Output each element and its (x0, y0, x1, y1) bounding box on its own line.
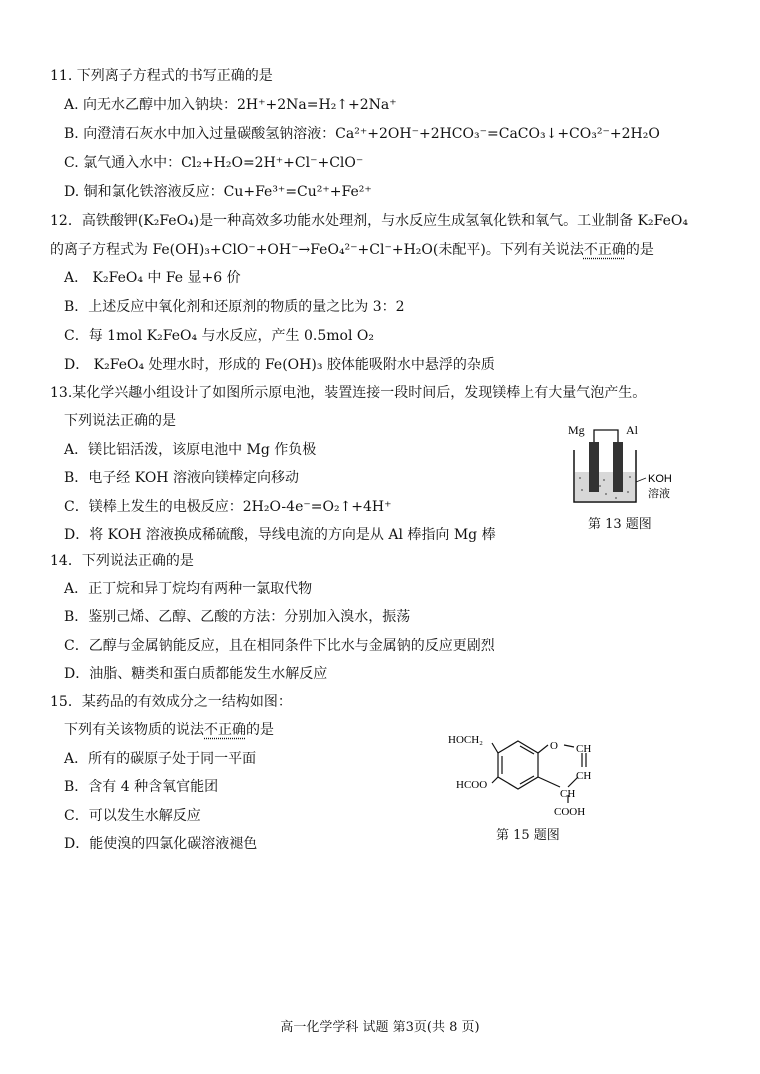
q12-stem-2 (50, 240, 654, 260)
page-footer: 高一化学学科 试题 第3页(共 8 页) (280, 1020, 480, 1035)
q15-stem-2c: 的是 (246, 722, 274, 738)
q15-stem-1: 15．某药品的有效成分之一结构如图： (50, 694, 292, 710)
q15-option-b: B．含有 4 种含氧官能团 (64, 779, 219, 795)
wire (594, 430, 618, 442)
al-label: Al (626, 423, 638, 437)
q13-option-a: A．镁比铝活泼，该原电池中 Mg 作负极 (64, 442, 317, 458)
koh-label: KOH (648, 473, 672, 485)
q13-option-c: C．镁棒上发生的电极反应：2H₂O-4e⁻=O₂↑+4H⁺ (64, 499, 392, 515)
q12-stem-2a: 的离子方程式为 Fe(OH)₃+ClO⁻+OH⁻→FeO₄²⁻+Cl⁻+H₂O(未配平)。下列有关说法 (50, 242, 584, 258)
benzene-ring (498, 741, 538, 789)
q12-option-b: B．上述反应中氧化剂和还原剂的物质的量之比为 3：2 (64, 299, 405, 315)
q14-option-a: A．正丁烷和异丁烷均有两种一氯取代物 (64, 581, 313, 597)
ch-label-3: CH (560, 788, 576, 800)
q11-option-d: D. 铜和氯化铁溶液反应：Cu+Fe³⁺=Cu²⁺+Fe²⁺ (64, 184, 372, 200)
q11-option-a: A. 向无水乙醇中加入钠块：2H⁺+2Na=H₂↑+2Na⁺ (64, 97, 397, 113)
q13-option-d: D．将 KOH 溶液换成稀硫酸，导线电流的方向是从 Al 棒指向 Mg 棒 (64, 527, 496, 543)
ring-oxygen-label: O (550, 740, 558, 752)
q15-caption: 第 15 题图 (496, 828, 560, 843)
cooh-label: COOH (554, 806, 586, 818)
q12-option-c: C．每 1mol K₂FeO₄ 与水反应，产生 0.5mol O₂ (64, 328, 374, 344)
q15-option-a: A．所有的碳原子处于同一平面 (64, 751, 257, 767)
q14-option-d: D．油脂、糖类和蛋白质都能发生水解反应 (64, 666, 328, 682)
koh-solution (575, 472, 635, 501)
q13-stem-1: 13.某化学兴趣小组设计了如图所示原电池，装置连接一段时间后，发现镁棒上有大量气泡产生。 (50, 385, 647, 401)
q15-structure-diagram (448, 725, 628, 825)
ch-label-1: CH (576, 743, 592, 755)
mg-label: Mg (568, 423, 585, 437)
q13-cell-diagram (560, 420, 690, 510)
q15-option-c: C．可以发生水解反应 (64, 808, 201, 824)
q14-stem: 14．下列说法正确的是 (50, 553, 194, 569)
q13-caption: 第 13 题图 (588, 517, 652, 532)
q15-stem-2a: 下列有关该物质的说法 (64, 722, 204, 738)
mg-electrode (589, 442, 599, 492)
q14-option-b: B．鉴别己烯、乙醇、乙酸的方法：分别加入溴水，振荡 (64, 609, 411, 625)
hoch2-label: HOCH₂ (448, 734, 484, 746)
q15-emphasis: 不正确 (204, 722, 246, 738)
q14-option-c: C．乙醇与金属钠能反应，且在相同条件下比水与金属钠的反应更剧烈 (64, 638, 495, 654)
q12-stem-1: 12．高铁酸钾(K₂FeO₄)是一种高效多功能水处理剂，与水反应生成氢氧化铁和氧气。工业制备 K₂FeO₄ (50, 213, 688, 229)
q15-option-d: D．能使溴的四氯化碳溶液褪色 (64, 836, 258, 852)
koh-pointer (636, 478, 646, 482)
q12-emphasis: 不正确 (583, 242, 626, 258)
q12-stem-2c: 的是 (625, 242, 654, 258)
ch-label-2: CH (576, 770, 592, 782)
q12-option-a: A． K₂FeO₄ 中 Fe 显+6 价 (64, 270, 241, 286)
q13-option-b: B．电子经 KOH 溶液向镁棒定向移动 (64, 470, 299, 486)
hcoo-label: HCOO (456, 779, 488, 791)
q11-stem: 11. 下列离子方程式的书写正确的是 (50, 68, 273, 84)
q15-stem-2 (64, 720, 274, 740)
q12-option-d: D． K₂FeO₄ 处理水时，形成的 Fe(OH)₃ 胶体能吸附水中悬浮的杂质 (64, 357, 495, 373)
q11-option-c: C. 氯气通入水中：Cl₂+H₂O=2H⁺+Cl⁻+ClO⁻ (64, 155, 364, 171)
q11-option-b: B. 向澄清石灰水中加入过量碳酸氢钠溶液：Ca²⁺+2OH⁻+2HCO₃⁻=CaCO₃↓+CO₃²⁻+2H₂O (64, 126, 660, 142)
solution-label: 溶液 (648, 487, 670, 500)
q13-stem-2: 下列说法正确的是 (64, 413, 176, 429)
al-electrode (613, 442, 623, 492)
